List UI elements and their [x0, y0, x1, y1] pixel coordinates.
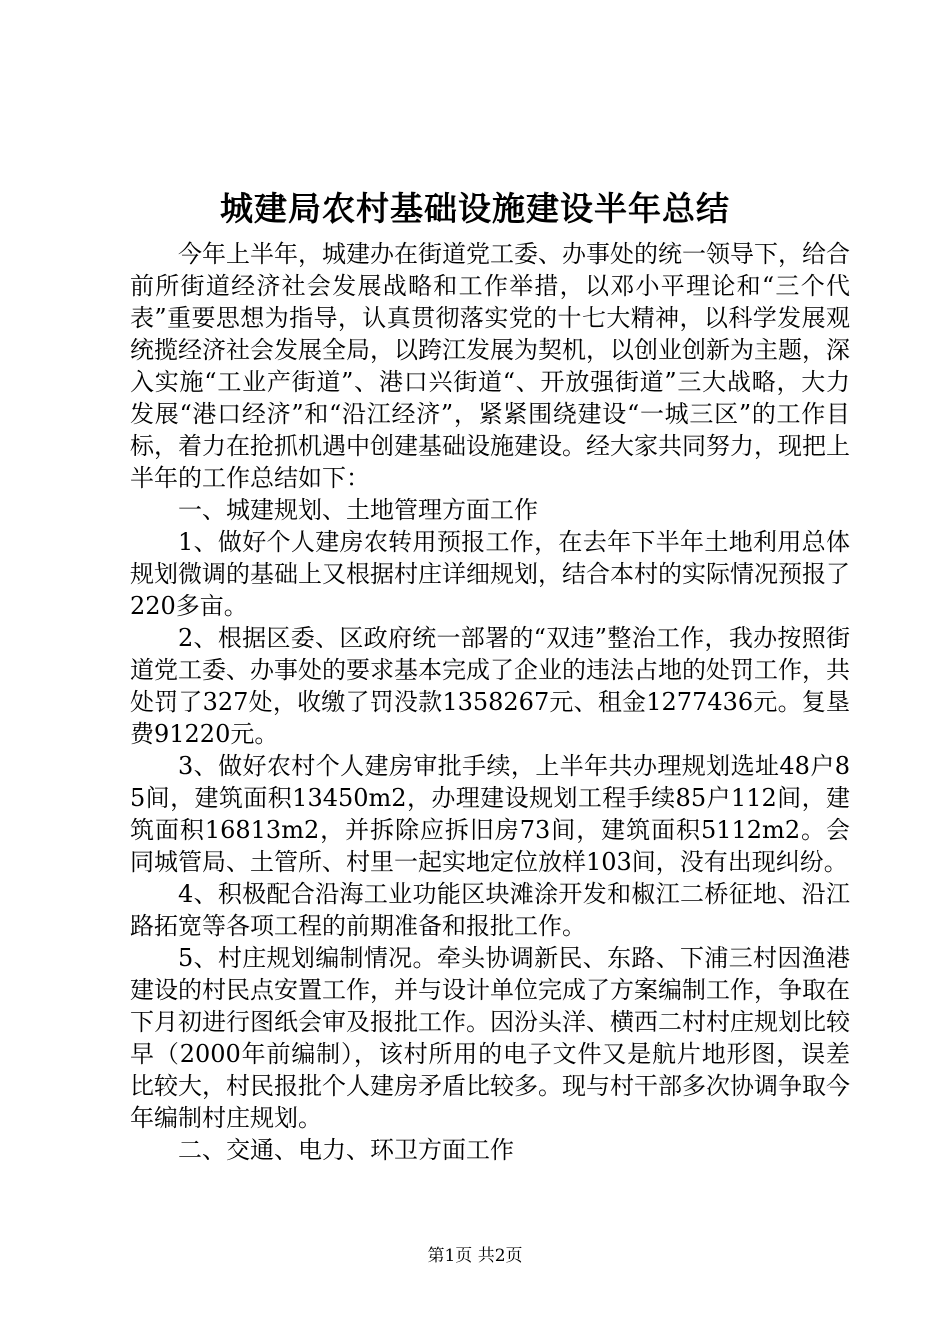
- page-number: 第1页 共2页: [427, 1246, 523, 1266]
- item-paragraph-5: 5、村庄规划编制情况。牵头协调新民、东路、下浦三村因渔港建设的村民点安置工作，并与设计单位完成了方案编制工作，争取在下月初进行图纸会审及报批工作。因汾头洋、横西二村村庄规划比较早（2000年前编制），该村所用的电子文件又是航片地形图，误差比较大，村民报批个人建房矛盾比较多。现与村干部多次协调争取今年编制村庄规划。: [130, 944, 850, 1132]
- item-paragraph-2: 2、根据区委、区政府统一部署的“双违”整治工作，我办按照街道党工委、办事处的要求基本完成了企业的违法占地的处罚工作，共处罚了327处，收缴了罚没款1358267元、租金1277436元。复垦费91220元。: [130, 624, 850, 748]
- section-heading-2: 二、交通、电力、环卫方面工作: [178, 1136, 514, 1164]
- page-footer: [0, 1245, 950, 1267]
- item-paragraph-3: 3、做好农村个人建房审批手续，上半年共办理规划选址48户85间，建筑面积13450m2，办理建设规划工程手续85户112间，建筑面积16813m2，并拆除应拆旧房73间，建筑面积5112m2。会同城管局、土管所、村里一起实地定位放样103间，没有出现纠纷。: [130, 752, 850, 876]
- intro-paragraph: 今年上半年，城建办在街道党工委、办事处的统一领导下，给合前所街道经济社会发展战略和工作举措，以邓小平理论和“三个代表”重要思想为指导，认真贯彻落实党的十七大精神，以科学发展观统揽经济社会发展全局，以跨江发展为契机，以创业创新为主题，深入实施“工业产街道”、港口兴街道“、开放强街道”三大战略，大力发展“港口经济”和“沿江经济”，紧紧围绕建设“一城三区”的工作目标，着力在抢抓机遇中创建基础设施建设。经大家共同努力，现把上半年的工作总结如下：: [130, 240, 850, 492]
- section-heading-1: 一、城建规划、土地管理方面工作: [178, 496, 538, 524]
- document-title: 城建局农村基础设施建设半年总结: [220, 189, 730, 228]
- document-body: [130, 238, 850, 1166]
- item-paragraph-1: 1、做好个人建房农转用预报工作，在去年下半年土地利用总体规划微调的基础上又根据村庄详细规划，结合本村的实际情况预报了220多亩。: [130, 528, 850, 620]
- item-paragraph-4: 4、积极配合沿海工业功能区块滩涂开发和椒江二桥征地、沿江路拓宽等各项工程的前期准备和报批工作。: [130, 880, 850, 940]
